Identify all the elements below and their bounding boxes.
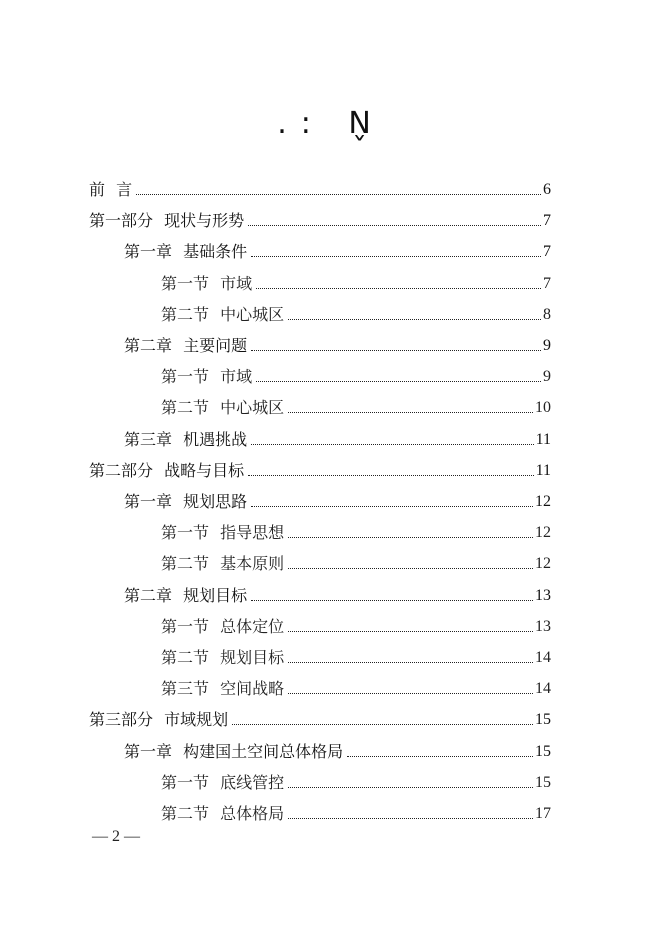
toc-entry-page-number: 8 (543, 305, 551, 323)
toc-entry-page-number: 7 (543, 212, 551, 230)
toc-entry[interactable] (124, 736, 551, 767)
toc-entry-page-number: 14 (535, 649, 551, 666)
toc-leader-dots (288, 781, 533, 788)
toc-entry-label: 前 言 (89, 180, 133, 199)
toc-entry-label: 第一部分 现状与形势 (89, 211, 245, 231)
toc-entry-label: 第二节 总体格局 (161, 804, 285, 823)
toc-entry[interactable] (161, 767, 551, 798)
toc-leader-dots (251, 594, 533, 601)
toc-entry-page-number: 9 (543, 368, 551, 386)
toc-entry-label: 第二章 规划目标 (124, 585, 248, 605)
toc-entry-page-number: 12 (535, 524, 551, 542)
toc-leader-dots (251, 500, 533, 507)
toc-entry[interactable] (161, 392, 551, 423)
toc-entry-page-number: 12 (535, 555, 551, 573)
toc-entry[interactable] (124, 330, 551, 361)
toc-leader-dots (256, 375, 541, 382)
toc-entry[interactable] (161, 642, 551, 673)
toc-entry-page-number: 15 (535, 711, 551, 729)
toc-entry-page-number: 9 (543, 337, 551, 354)
toc-entry-page-number: 6 (543, 181, 551, 198)
toc-entry-label: 第二节 规划目标 (161, 648, 285, 667)
toc-leader-dots (248, 469, 534, 476)
toc-leader-dots (288, 656, 533, 663)
toc-leader-dots (232, 718, 533, 725)
toc-entry-label: 第二节 中心城区 (161, 398, 285, 418)
toc-leader-dots (136, 188, 541, 195)
toc-leader-dots (288, 687, 533, 694)
toc-entry[interactable] (124, 580, 551, 611)
toc-leader-dots (256, 282, 541, 289)
toc-leader-dots (288, 531, 533, 538)
toc-entry-label: 第二节 基本原则 (161, 554, 285, 574)
toc-leader-dots (288, 313, 541, 320)
toc-leader-dots (288, 812, 533, 819)
page-title: .: N̬ (277, 106, 385, 141)
toc-entry-label: 第三部分 市域规划 (89, 710, 229, 730)
toc-leader-dots (251, 250, 541, 257)
toc-leader-dots (288, 625, 533, 632)
toc-entry-label: 第二章 主要问题 (124, 336, 248, 355)
toc-entry-page-number: 7 (543, 274, 551, 292)
toc-entry-label: 第三章 机遇挑战 (124, 429, 248, 449)
toc-entry-label: 第一节 底线管控 (161, 772, 285, 792)
toc-entry-label: 第一章 基础条件 (124, 242, 248, 262)
toc-entry-page-number: 14 (535, 680, 551, 698)
toc-entry-label: 第一章 规划思路 (124, 492, 248, 511)
toc-leader-dots (288, 406, 533, 413)
toc-entry-label: 第一章 构建国土空间总体格局 (124, 741, 344, 761)
toc-entry[interactable] (161, 798, 551, 829)
page-number-footer: — 2 — (92, 828, 140, 845)
toc-entry-page-number: 13 (535, 586, 551, 604)
toc-entry-page-number: 12 (535, 493, 551, 510)
toc-entry[interactable] (89, 704, 551, 735)
toc-entry[interactable] (161, 517, 551, 548)
toc-entry[interactable] (124, 236, 551, 267)
toc-entry-label: 第一节 指导思想 (161, 523, 285, 543)
toc-entry-page-number: 17 (535, 805, 551, 822)
toc-entry-label: 第一节 总体定位 (161, 616, 285, 636)
toc-leader-dots (251, 438, 534, 445)
toc-entry-page-number: 11 (535, 461, 551, 479)
toc-entry-label: 第三节 空间战略 (161, 679, 285, 699)
toc-entry-label: 第一节 市域 (161, 367, 253, 387)
toc-entry[interactable] (161, 268, 551, 299)
toc-entry-page-number: 15 (535, 773, 551, 791)
toc-leader-dots (251, 344, 541, 351)
toc-entry[interactable] (161, 611, 551, 642)
toc-entry-page-number: 7 (543, 243, 551, 261)
toc-leader-dots (248, 219, 541, 226)
toc-leader-dots (288, 562, 533, 569)
toc-entry[interactable] (89, 455, 551, 486)
toc-entry[interactable] (161, 673, 551, 704)
toc-entry-label: 第一节 市域 (161, 273, 253, 293)
toc-entry[interactable] (124, 424, 551, 455)
toc-entry[interactable] (161, 548, 551, 579)
toc-entry[interactable] (161, 361, 551, 392)
toc-entry[interactable] (89, 205, 551, 236)
toc-entry[interactable] (124, 486, 551, 517)
toc-entry-label: 第二部分 战略与目标 (89, 460, 245, 480)
toc-entry-page-number: 15 (535, 742, 551, 760)
toc-entry-page-number: 10 (535, 399, 551, 417)
toc-entry-label: 第二节 中心城区 (161, 304, 285, 324)
toc-entry-page-number: 11 (535, 430, 551, 448)
toc-leader-dots (347, 750, 533, 757)
toc-entry[interactable] (89, 174, 551, 205)
toc-entry[interactable] (161, 299, 551, 330)
toc-entry-page-number: 13 (535, 617, 551, 635)
